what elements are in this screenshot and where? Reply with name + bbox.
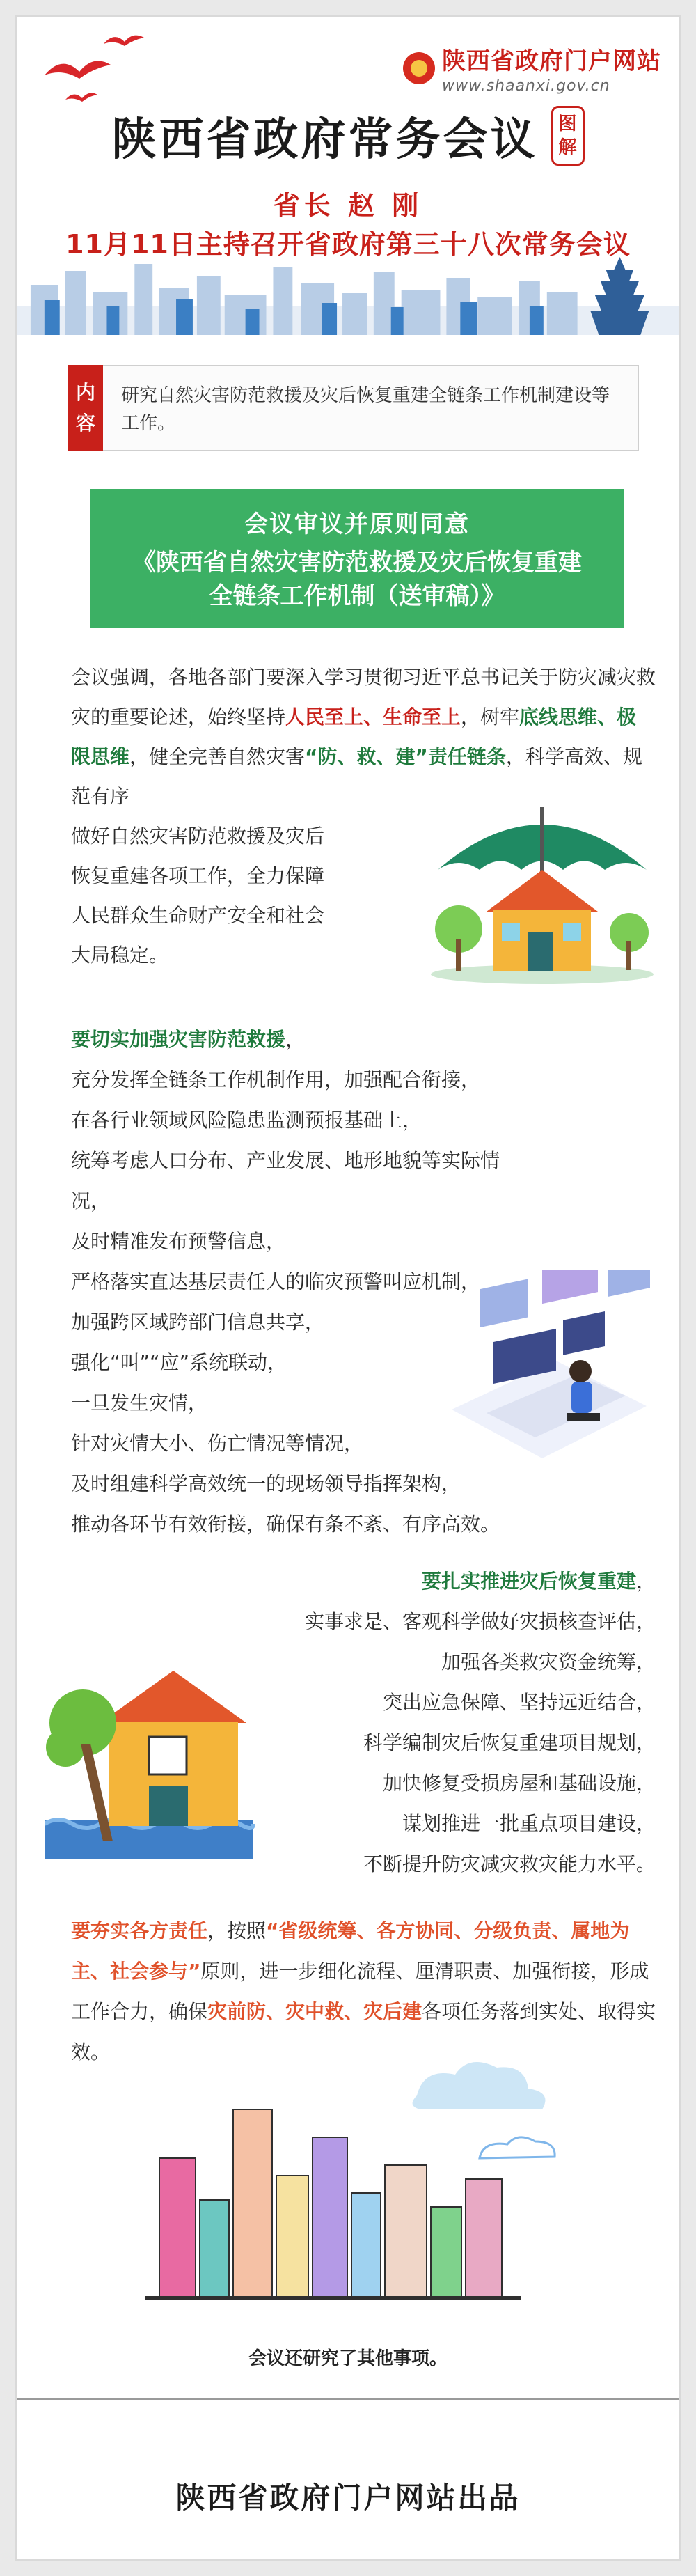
para2-line: 严格落实直达基层责任人的临灾预警叫应机制， [71, 1270, 481, 1293]
para1-text-1: 会议强调，各地各部门要深入学习贯彻习近平总书记关于防灾减灾救灾的重要论述，始终坚持 [71, 666, 656, 728]
paragraph-emphasis-tail [71, 816, 405, 975]
para3-line: 不断提升防灾减灾救灾能力水平。 [363, 1852, 656, 1875]
para3-line: 谋划推进一批重点项目建设， [402, 1812, 656, 1835]
site-logo[interactable] [403, 42, 661, 95]
para1-text-3: ，健全完善自然灾害 [129, 745, 306, 768]
para3-line: 突出应急保障、坚持远近结合， [382, 1691, 656, 1714]
para2-line: 强化“叫”“应”系统联动， [71, 1351, 287, 1374]
content-text: 研究自然灾害防范救援及灾后恢复重建全链条工作机制建设等工作。 [121, 385, 610, 434]
para2-line: 加强跨区域跨部门信息共享， [71, 1311, 325, 1334]
poster-frame [15, 15, 681, 2561]
para1-highlight-3: “防、救、建”责任链条 [305, 745, 506, 768]
para1-tail-line-1: 做好自然灾害防范救援及灾后 [71, 825, 325, 848]
meeting-subtitle: 11月11日主持召开省政府第三十八次常务会议 [65, 229, 631, 260]
site-name: 陕西省政府门户网站 [442, 47, 661, 75]
governor-line: 省长 赵 刚 [273, 190, 423, 221]
para2-line: 及时组建科学高效统一的现场领导指挥架构， [71, 1472, 461, 1495]
para2-line: 一旦发生灾情， [71, 1391, 208, 1414]
tujie-char-2: 解 [558, 137, 577, 158]
banner-line-2: 《陕西省自然灾害防范救援及灾后恢复重建 [132, 548, 582, 577]
birds-icon [38, 26, 163, 110]
para4-highlight-2: “省级统筹、各方协同、分级负责、属地为主、社会参与” [71, 1919, 630, 1983]
tujie-char-1: 图 [558, 114, 577, 134]
para3-line: 加快修复受损房屋和基础设施， [382, 1772, 656, 1795]
footer-credit: 陕西省政府门户网站出品 [175, 2481, 521, 2515]
para3-heading: 要扎实推进灾后恢复重建 [421, 1570, 636, 1593]
city-buildings-illustration [145, 2054, 591, 2311]
para4-text-2: 原则，进一步细化流程、厘清职责、加强衔接，形成工作合力，确保 [71, 1960, 649, 2023]
para4-highlight-1: 要夯实各方责任 [71, 1919, 208, 1942]
para2-line: 在各行业领域风险隐患监测预报基础上， [71, 1109, 422, 1132]
content-tag [68, 365, 103, 451]
para1-highlight-1: 人民至上、生命至上 [285, 705, 461, 728]
para1-tail-line-4: 大局稳定。 [71, 944, 169, 967]
footer-divider [17, 2398, 679, 2400]
main-title-wrap [17, 104, 679, 168]
para3-line: 科学编制灾后恢复重建项目规划， [363, 1731, 656, 1754]
para1-tail-line-3: 人民群众生命财产安全和社会 [71, 904, 325, 927]
house-umbrella-illustration [424, 765, 661, 988]
tujie-badge [551, 106, 585, 166]
para2-line: 及时精准发布预警信息， [71, 1230, 286, 1253]
para2-heading-tail: ， [285, 1028, 306, 1051]
para2-line: 推动各环节有效衔接，确保有条不紊、有序高效。 [71, 1513, 500, 1536]
header [17, 17, 679, 337]
para3-heading-tail: ， [635, 1570, 656, 1593]
para1-highlight-2: 底线思维、极限思维 [71, 705, 637, 768]
para2-line: 针对灾情大小、伤亡情况等情况， [71, 1432, 364, 1455]
para3-line: 加强各类救灾资金统筹， [441, 1650, 656, 1673]
content-box [68, 365, 639, 451]
banner-line-3: 全链条工作机制（送审稿）》 [209, 581, 505, 610]
para2-heading: 要切实加强灾害防范救援 [71, 1028, 286, 1051]
national-emblem-icon [403, 52, 435, 84]
para4-highlight-3: 灾前防、灾中救、灾后建 [207, 2000, 422, 2023]
main-title: 陕西省政府常务会议 [111, 114, 538, 166]
para2-line: 统筹考虑人口分布、产业发展、地形地貌等实际情况， [71, 1149, 500, 1212]
content-tag-char-1: 内 [75, 381, 95, 404]
para4-text-1: ，按照 [207, 1919, 267, 1942]
para1-text-2: ，树牢 [461, 705, 520, 728]
city-skyline-illustration [17, 257, 679, 335]
other-matters-note: 会议还研究了其他事项。 [248, 2348, 448, 2369]
para1-text-4: ，科学高效、规范有序 [71, 745, 642, 808]
para3-line: 实事求是、客观科学做好灾损核查评估， [304, 1610, 656, 1633]
para2-line: 充分发挥全链条工作机制作用，加强配合衔接， [71, 1068, 481, 1091]
para1-tail-line-2: 恢复重建各项工作，全力保障 [71, 864, 325, 887]
flooded-house-illustration [45, 1632, 267, 1862]
para4-text-3: 各项任务落到实处、取得实效。 [71, 2000, 656, 2063]
site-url: www.shaanxi.gov.cn [442, 77, 610, 95]
content-tag-char-2: 容 [75, 412, 95, 435]
approval-banner [90, 489, 624, 628]
banner-line-1: 会议审议并原则同意 [244, 510, 470, 538]
monitoring-center-illustration [438, 1270, 661, 1479]
paragraph-responsibility [71, 1911, 663, 2072]
